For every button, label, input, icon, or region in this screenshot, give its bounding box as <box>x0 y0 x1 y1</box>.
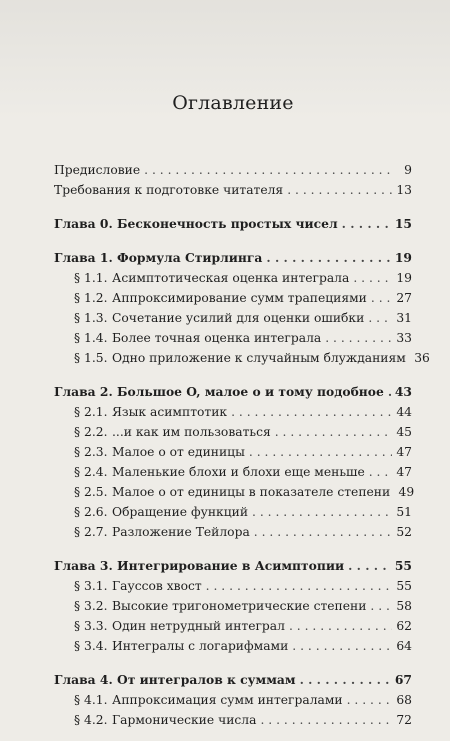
section-number: § 2.1. <box>74 405 108 419</box>
toc-section-entry <box>54 482 415 502</box>
section-number: § 3.3. <box>74 619 108 633</box>
toc-front-entry <box>54 180 412 200</box>
section-number: § 2.6. <box>74 505 108 519</box>
toc-section-entry <box>54 690 412 710</box>
section-number: § 2.2. <box>74 425 108 439</box>
dot-leader <box>348 556 391 576</box>
dot-leader <box>368 308 392 328</box>
section-title: Более точная оценка интеграла <box>112 331 322 345</box>
section-number: § 1.5. <box>74 351 108 365</box>
page-number: 33 <box>396 331 412 345</box>
section-title: Разложение Тейлора <box>112 525 250 539</box>
page-number: 19 <box>396 271 412 285</box>
chapter-title: Глава 4. От интегралов к суммам <box>54 672 296 687</box>
section-title: Одно приложение к случайным блужданиям <box>112 351 406 365</box>
dot-leader <box>300 670 391 690</box>
chapter-title: Глава 2. Большое O, малое o и тому подобное <box>54 384 384 399</box>
toc-spacer <box>54 542 412 556</box>
chapter-title: Глава 1. Формула Стирлинга <box>54 250 263 265</box>
toc-section-entry <box>54 288 412 308</box>
dot-leader <box>206 576 392 596</box>
section-number: § 2.7. <box>74 525 108 539</box>
section-title: Один нетрудный интеграл <box>112 619 285 633</box>
toc-section-entry <box>54 348 430 368</box>
toc-section-entry <box>54 308 412 328</box>
dot-leader <box>249 442 392 462</box>
toc-section-entry <box>54 502 412 522</box>
toc-chapter-entry <box>54 382 412 402</box>
page-number: 43 <box>394 384 412 399</box>
table-of-contents <box>54 160 430 730</box>
section-number: § 2.5. <box>74 485 108 499</box>
dot-leader <box>254 522 392 542</box>
dot-leader <box>266 248 390 268</box>
dot-leader <box>347 690 392 710</box>
page-number: 51 <box>396 505 412 519</box>
page-number: 13 <box>396 183 412 197</box>
page-number: 36 <box>414 351 430 365</box>
page-number: 58 <box>396 599 412 613</box>
page-number: 27 <box>396 291 412 305</box>
dot-leader <box>144 160 392 180</box>
toc-front-entry <box>54 160 412 180</box>
toc-section-entry <box>54 616 412 636</box>
section-title: Гауссов хвост <box>112 579 202 593</box>
dot-leader <box>369 462 392 482</box>
toc-section-entry <box>54 576 412 596</box>
page-number: 55 <box>396 579 412 593</box>
section-title: Обращение функций <box>112 505 249 519</box>
dot-leader <box>370 596 392 616</box>
toc-spacer <box>54 368 412 382</box>
dot-leader <box>353 268 392 288</box>
section-number: § 1.3. <box>74 311 108 325</box>
section-title: Сочетание усилий для оценки ошибки <box>112 311 365 325</box>
toc-section-entry <box>54 442 412 462</box>
front-entry-title: Требования к подготовке читателя <box>54 183 284 197</box>
page-number: 68 <box>396 693 412 707</box>
chapter-title: Глава 0. Бесконечность простых чисел <box>54 216 338 231</box>
section-title: Малое o от единицы <box>112 445 245 459</box>
toc-section-entry <box>54 402 412 422</box>
page-number: 62 <box>396 619 412 633</box>
page-number: 55 <box>394 558 412 573</box>
toc-section-entry <box>54 596 412 616</box>
toc-section-entry <box>54 522 412 542</box>
dot-leader <box>252 502 392 522</box>
page-number: 9 <box>404 163 412 177</box>
dot-leader <box>260 710 392 730</box>
section-title: Малое o от единицы в показателе степени <box>112 485 391 499</box>
toc-spacer <box>54 200 412 214</box>
section-title: Асимптотическая оценка интеграла <box>112 271 350 285</box>
page-number: 72 <box>396 713 412 727</box>
section-number: § 2.4. <box>74 465 108 479</box>
dot-leader <box>342 214 391 234</box>
section-title: Интегралы с логарифмами <box>112 639 289 653</box>
section-number: § 1.4. <box>74 331 108 345</box>
page-number: 47 <box>396 465 412 479</box>
section-number: § 3.1. <box>74 579 108 593</box>
toc-section-entry <box>54 268 412 288</box>
page-number: 45 <box>396 425 412 439</box>
page-number: 49 <box>398 485 415 499</box>
toc-chapter-entry <box>54 556 412 576</box>
dot-leader <box>289 616 392 636</box>
chapter-title: Глава 3. Интегрирование в Асимптопии <box>54 558 345 573</box>
section-title: ...и как им пользоваться <box>112 425 271 439</box>
section-title: Аппроксимирование сумм трапециями <box>112 291 367 305</box>
book-page <box>54 0 430 741</box>
page-number: 31 <box>396 311 412 325</box>
toc-chapter-entry <box>54 214 412 234</box>
section-number: § 1.2. <box>74 291 108 305</box>
page-number: 67 <box>394 672 412 687</box>
dot-leader <box>325 328 392 348</box>
dot-leader <box>388 382 391 402</box>
toc-spacer <box>54 234 412 248</box>
dot-leader <box>275 422 392 442</box>
dot-leader <box>231 402 392 422</box>
dot-leader <box>371 288 392 308</box>
section-number: § 4.1. <box>74 693 108 707</box>
toc-section-entry <box>54 422 412 442</box>
toc-section-entry <box>54 462 412 482</box>
section-title: Гармонические числа <box>112 713 257 727</box>
section-number: § 3.4. <box>74 639 108 653</box>
toc-section-entry <box>54 636 412 656</box>
page-title: Оглавление <box>172 92 294 114</box>
section-number: § 3.2. <box>74 599 108 613</box>
section-title: Высокие тригонометрические степени <box>112 599 367 613</box>
page-number: 44 <box>396 405 412 419</box>
section-number: § 4.2. <box>74 713 108 727</box>
toc-section-entry <box>54 328 412 348</box>
front-entry-title: Предисловие <box>54 163 141 177</box>
dot-leader <box>287 180 392 200</box>
toc-chapter-entry <box>54 248 412 268</box>
section-title: Язык асимптотик <box>112 405 228 419</box>
section-number: § 2.3. <box>74 445 108 459</box>
page-number: 64 <box>396 639 412 653</box>
page-number: 19 <box>394 250 412 265</box>
toc-section-entry <box>54 710 412 730</box>
dot-leader <box>292 636 392 656</box>
page-number: 52 <box>396 525 412 539</box>
section-title: Маленькие блохи и блохи еще меньше <box>112 465 365 479</box>
page-number: 47 <box>396 445 412 459</box>
page-number: 15 <box>394 216 412 231</box>
section-number: § 1.1. <box>74 271 108 285</box>
toc-spacer <box>54 656 412 670</box>
section-title: Аппроксимация сумм интегралами <box>112 693 343 707</box>
toc-chapter-entry <box>54 670 412 690</box>
